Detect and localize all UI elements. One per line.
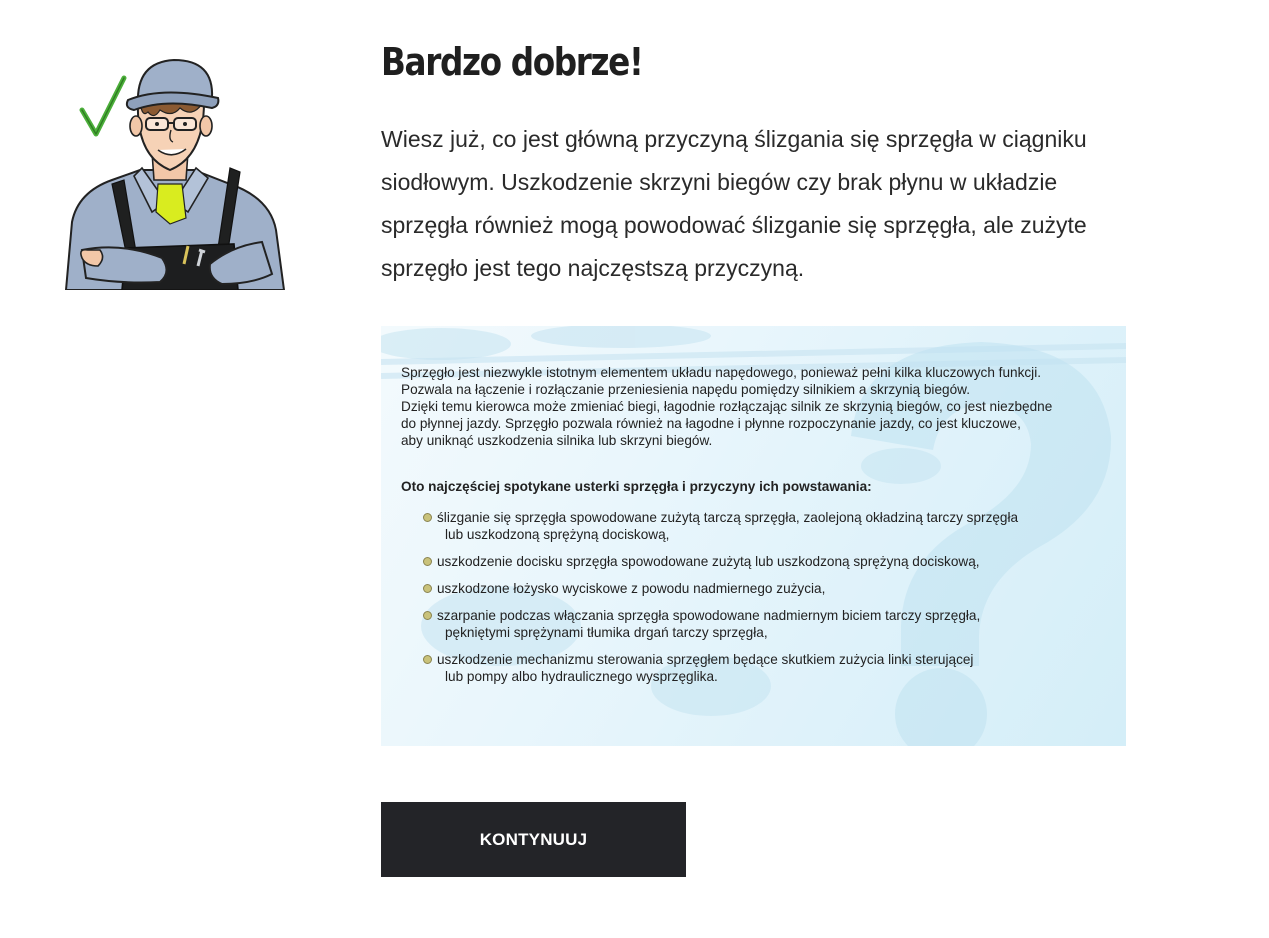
info-content — [401, 364, 1111, 695]
fault-line: uszkodzone łożysko wyciskowe z powodu nadmiernego zużycia, — [437, 581, 826, 596]
list-item — [423, 607, 1111, 641]
fault-line-continued: pękniętymi sprężynami tłumika drgań tarczy sprzęgła, — [445, 625, 768, 640]
fault-line-continued: lub pompy albo hydraulicznego wysprzęglika. — [445, 669, 718, 684]
list-item — [423, 651, 1111, 685]
faults-heading: Oto najczęściej spotykane usterki sprzęgła i przyczyny ich powstawania: — [401, 479, 872, 494]
faults-list — [401, 509, 1111, 685]
fault-line-continued: lub uszkodzoną sprężyną dociskową, — [445, 527, 670, 542]
list-item — [423, 553, 1111, 570]
intro-line: Dzięki temu kierowca może zmieniać biegi, łagodnie rozłączając silnik ze skrzynią biegów, co jest niezbędne — [401, 399, 1053, 414]
intro-line: Pozwala na łączenie i rozłączanie przeniesienia napędu pomiędzy silnikiem a skrzynią biegów. — [401, 382, 970, 397]
list-item — [423, 509, 1111, 543]
intro-line: Sprzęgło jest niezwykle istotnym elementem układu napędowego, ponieważ pełni kilka kluczowych funkcji. — [401, 365, 1041, 380]
bullet-icon — [423, 584, 432, 593]
list-item — [423, 580, 1111, 597]
bullet-icon — [423, 513, 432, 522]
fault-line: uszkodzenie mechanizmu sterowania sprzęgłem będące skutkiem zużycia linki sterującej — [437, 652, 974, 667]
fault-line: ślizganie się sprzęgła spowodowane zużytą tarczą sprzęgła, zaolejoną okładziną tarczy sprzęgła — [437, 510, 1019, 525]
intro-line: do płynnej jazdy. Sprzęgło pozwala również na łagodne i płynne rozpoczynanie jazdy, co jest kluczowe, — [401, 416, 1021, 431]
bullet-icon — [423, 611, 432, 620]
bullet-icon — [423, 655, 432, 664]
feedback-lead-text: Wiesz już, co jest główną przyczyną ślizgania się sprzęgła w ciągniku siodłowym. Uszkodzenie skrzyni biegów czy brak płynu w układzie sprzęgła również mogą powodować ślizganie się sprzęgła, ale zużyte sprzęgło jest tego najczęstszą przyczyną. — [381, 126, 1087, 281]
clutch-info-panel — [381, 326, 1126, 746]
intro-line: aby uniknąć uszkodzenia silnika lub skrzyni biegów. — [401, 433, 713, 448]
continue-button[interactable]: KONTYNUUJ — [381, 802, 686, 877]
checkmark-icon — [82, 78, 124, 134]
fault-line: szarpanie podczas włączania sprzęgła spowodowane nadmiernym biciem tarczy sprzęgła, — [437, 608, 981, 623]
bullet-icon — [423, 557, 432, 566]
mechanic-illustration — [62, 52, 288, 290]
fault-line: uszkodzenie docisku sprzęgła spowodowane zużytą lub uszkodzoną sprężyną dociskową, — [437, 554, 980, 569]
feedback-title: Bardzo dobrze! — [381, 40, 643, 84]
